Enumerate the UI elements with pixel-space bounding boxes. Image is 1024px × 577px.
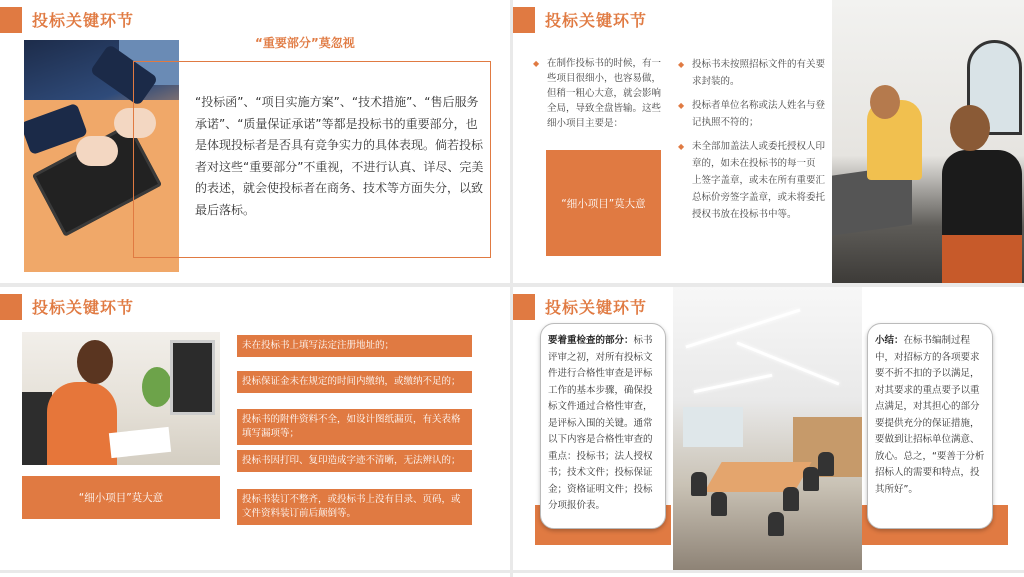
card-heading: 小结： bbox=[875, 335, 904, 346]
person-head-shape bbox=[870, 85, 900, 119]
card-body: 在标书编制过程中，对招标方的各项要求要不折不扣的予以满足，对其要求的重点要予以重点满足，对其担心的部分要提供充分的保证措施，要做到让招标单位满意、放心。总之，“要善于分析招标人的需要和特点，投其所好”。 bbox=[875, 335, 985, 495]
slide-5-partial[interactable] bbox=[0, 573, 510, 577]
title-accent-bar bbox=[0, 7, 22, 33]
screen-shape bbox=[683, 407, 743, 447]
monitor-shape bbox=[170, 340, 215, 415]
chair-shape bbox=[768, 512, 784, 536]
list-item: 投标书的附件资料不全，如设计图纸漏页，有关表格填写漏项等； bbox=[237, 409, 472, 445]
title-accent-bar bbox=[0, 294, 22, 320]
slide-title: 投标关键环节 bbox=[545, 298, 648, 317]
card-body: 标书评审之初，对所有投标文件进行合格性审查是评标工作的基本步骤，确保投标文件通过合格性审查，是评标入围的关键。通常以下内容是合格性审查的重点：投标书；法人授权书；技术文件；投标保证金；资格证明文件；投标分项报价表。 bbox=[548, 335, 653, 511]
chair-shape bbox=[691, 472, 707, 496]
slide-title: 投标关键环节 bbox=[32, 11, 135, 30]
chair-shape bbox=[783, 487, 799, 511]
intro-column bbox=[533, 56, 663, 138]
chair-shape bbox=[818, 452, 834, 476]
list-item: 投标书装订不整齐，或投标书上没有目录、页码，或文件资料装订前后颠倒等。 bbox=[237, 489, 472, 525]
ceiling-light-shape bbox=[694, 374, 773, 394]
person-shape bbox=[47, 382, 117, 465]
slide-title: 投标关键环节 bbox=[545, 11, 648, 30]
hand-shape bbox=[76, 136, 118, 166]
list-item: ◆ 投标书未按照招标文件的有关要求封装的。 bbox=[678, 56, 828, 90]
women-laptop-photo bbox=[832, 0, 1024, 283]
list-item: 投标书因打印、复印造成字迹不清晰，无法辨认的； bbox=[237, 450, 472, 472]
title-accent-bar bbox=[513, 294, 535, 320]
intro-bullet: ◆ 在制作投标书的时候，有一些项目很细小，也容易做，但稍一粗心大意，就会影响全局，导致全盘皆输。这些细小项目主要是： bbox=[533, 56, 663, 131]
slide-6-partial[interactable] bbox=[513, 573, 1024, 577]
slide-subtitle: “重要部分”莫忽视 bbox=[255, 36, 355, 50]
ceiling-light-shape bbox=[685, 309, 800, 349]
list-item: 投标保证金未在规定的时间内缴纳，或缴纳不足的； bbox=[237, 371, 472, 393]
summary-card bbox=[867, 323, 993, 529]
chair-shape bbox=[803, 467, 819, 491]
card-heading: 要着重检查的部分： bbox=[548, 335, 634, 346]
person-head-shape bbox=[950, 105, 990, 151]
slide-1[interactable] bbox=[0, 0, 510, 283]
meeting-room-photo bbox=[673, 287, 862, 570]
small-items-box: “细小项目”莫大意 bbox=[22, 476, 220, 519]
chair-shape bbox=[711, 492, 727, 516]
body-text: “投标函”、“项目实施方案”、“技术措施”、“售后服务承诺”、“质量保证承诺”等都是投标书的重要部分，也是体现投标者是否具有竞争实力的具体表现。倘若投标者对这些“重要部分”不重视，不进行认真、详尽、完美的表述，就会使投标者在商务、技术等方面失分，以致最后落标。 bbox=[195, 95, 484, 217]
list-item: ◆ 未全部加盖法人或委托授权人印章的，如未在投标书的每一页 上签字盖章，或未在所有重要汇总标价旁签字盖章，或未将委托授权书放在投标书中等。 bbox=[678, 138, 828, 223]
check-points-card bbox=[540, 323, 666, 529]
person-head-shape bbox=[77, 340, 113, 384]
student-desk-photo bbox=[22, 332, 220, 465]
slide-title: 投标关键环节 bbox=[32, 298, 135, 317]
slide-2[interactable] bbox=[513, 0, 1024, 283]
skirt-shape bbox=[942, 235, 1022, 283]
bullet-list bbox=[678, 56, 828, 230]
slide-3[interactable] bbox=[0, 287, 510, 570]
paper-shape bbox=[109, 427, 171, 458]
plant-shape bbox=[142, 367, 172, 407]
title-accent-bar bbox=[513, 7, 535, 33]
small-items-box: “细小项目”莫大意 bbox=[546, 150, 661, 256]
slide-4[interactable] bbox=[513, 287, 1024, 570]
list-item: ◆ 投标者单位名称或法人姓名与登记执照不符的； bbox=[678, 97, 828, 131]
list-item: 未在投标书上填写法定注册地址的； bbox=[237, 335, 472, 357]
